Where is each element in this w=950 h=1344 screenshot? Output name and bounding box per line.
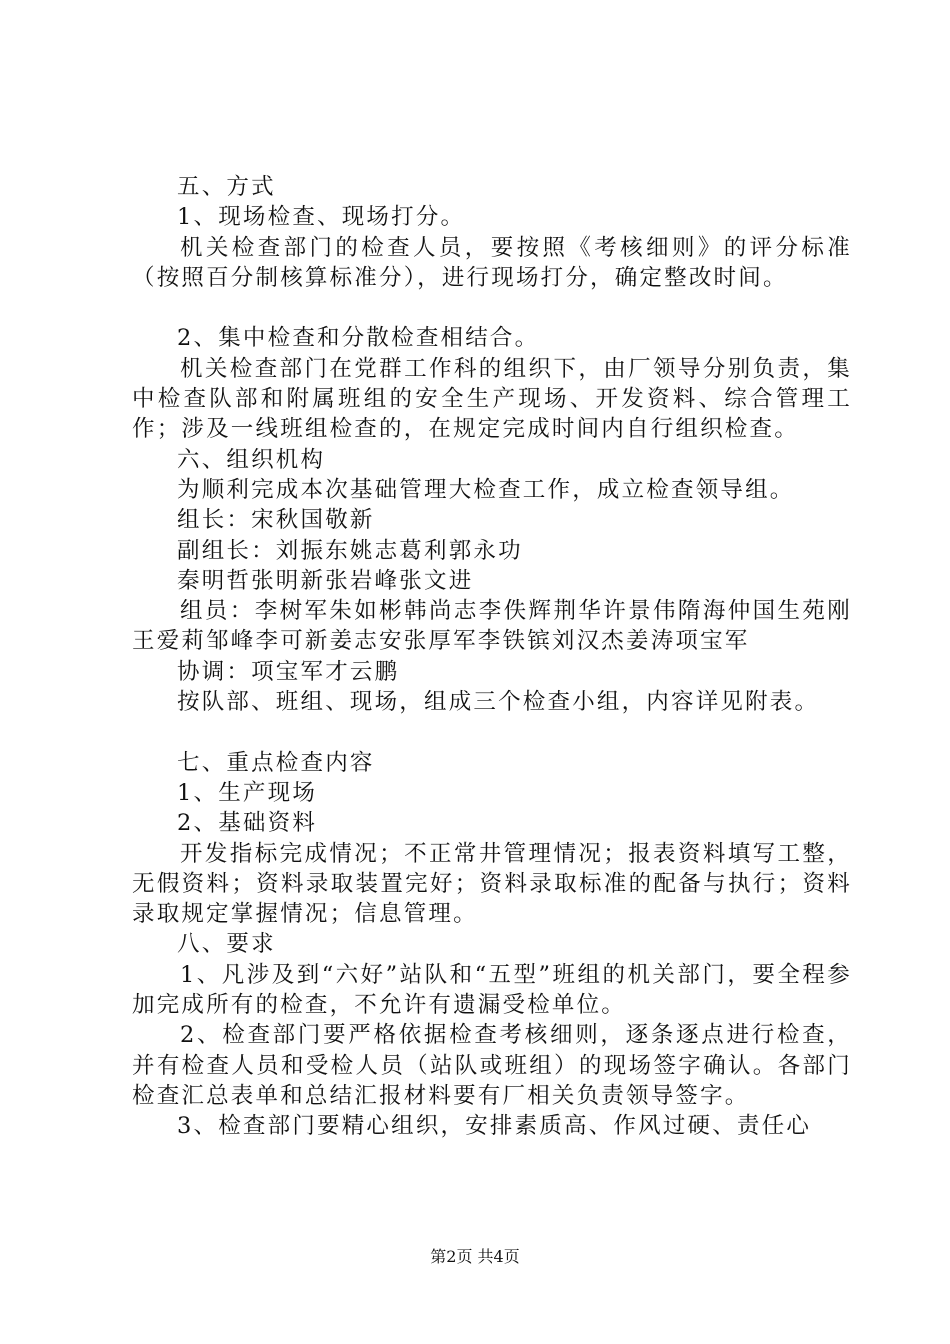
section-5-paragraph-1: 机关检查部门的检查人员，要按照《考核细则》的评分标准（按照百分制核算标准分），进行现场打分，确定整改时间。 [132,234,852,291]
section-5-item-1: 1、现场检查、现场打分。 [177,204,466,231]
section-7-item-2: 2、基础资料 [177,810,318,837]
section-8-heading: 八、要求 [177,931,276,958]
blank-line [132,293,852,323]
blank-line [132,717,852,747]
section-6-deputy-continued: 秦明哲张明新张岩峰张文进 [177,567,474,594]
section-7-paragraph: 开发指标完成情况；不正常井管理情况；报表资料填写工整，无假资料；资料录取装置完好；资料录取标准的配备与执行；资料录取规定掌握情况；信息管理。 [132,840,852,928]
page-number: 第2页 共4页 [430,1247,520,1266]
section-5-item-2: 2、集中检查和分散检查相结合。 [177,325,540,352]
section-6-coordination: 协调：项宝军才云鹏 [177,658,400,685]
section-7-item-1: 1、生产现场 [177,779,318,806]
section-6-deputy: 副组长：刘振东姚志葛利郭永功 [177,537,523,564]
section-5-paragraph-2: 机关检查部门在党群工作科的组织下，由厂领导分别负责，集中检查队部和附属班组的安全生产现场、开发资料、综合管理工作；涉及一线班组检查的，在规定完成时间内自行组织检查。 [132,355,852,443]
section-6-groups: 按队部、班组、现场，组成三个检查小组，内容详见附表。 [177,689,820,716]
section-6-heading: 六、组织机构 [177,446,326,473]
section-5-heading: 五、方式 [177,174,276,200]
section-6-members: 组员：李树军朱如彬韩尚志李佚辉荆华许景伟隋海仲国生苑刚王爱莉邹峰李可新姜志安张厚军李铁镔刘汉杰姜涛项宝军 [132,598,852,655]
section-8-requirement-1: 1、凡涉及到“六好”站队和“五型”班组的机关部门，要全程参加完成所有的检查，不允许有遗漏受检单位。 [132,961,852,1019]
section-6-leader: 组长：宋秋国敬新 [177,507,375,534]
section-8-requirement-2: 2、检查部门要严格依据检查考核细则，逐条逐点进行检查，并有检查人员和受检人员（站队或班组）的现场签字确认。各部门检查汇总表单和总结汇报材料要有厂相关负责领导签字。 [132,1022,852,1109]
section-8-requirement-3: 3、检查部门要精心组织，安排素质高、作风过硬、责任心 [177,1113,812,1140]
document-body [132,172,852,1142]
section-6-paragraph-1: 为顺利完成本次基础管理大检查工作，成立检查领导组。 [177,476,795,503]
section-7-heading: 七、重点检查内容 [177,749,375,776]
